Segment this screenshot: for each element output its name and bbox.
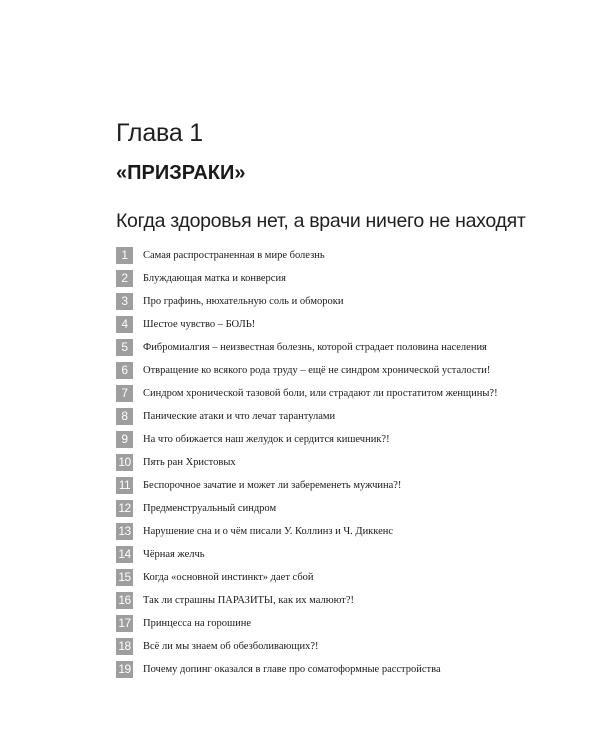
section-title: Когда здоровья нет, а врачи ничего не находят bbox=[116, 210, 526, 232]
toc-item-title: Шестое чувство – БОЛЬ! bbox=[143, 319, 256, 330]
toc-item-title: Самая распространенная в мире болезнь bbox=[143, 250, 325, 261]
toc-item-4[interactable] bbox=[116, 313, 556, 336]
toc-item-title: Синдром хронической тазовой боли, или страдают ли простатитом женщины?! bbox=[143, 388, 498, 399]
toc-item-6[interactable] bbox=[116, 359, 556, 382]
toc-item-title: Пять ран Христовых bbox=[143, 457, 236, 468]
toc-item-title: На что обижается наш желудок и сердится кишечник?! bbox=[143, 434, 390, 445]
toc-number-badge: 2 bbox=[116, 270, 133, 287]
table-of-contents bbox=[116, 244, 556, 681]
toc-item-7[interactable] bbox=[116, 382, 556, 405]
toc-item-title: Панические атаки и что лечат тарантулами bbox=[143, 411, 336, 422]
toc-item-15[interactable] bbox=[116, 566, 556, 589]
chapter-title: «ПРИЗРАКИ» bbox=[116, 162, 246, 184]
toc-item-title: Фибромиалгия – неизвестная болезнь, которой страдает половина населения bbox=[143, 342, 487, 353]
toc-number-badge: 7 bbox=[116, 385, 133, 402]
toc-number-badge: 19 bbox=[116, 661, 133, 678]
toc-number-badge: 11 bbox=[116, 477, 133, 494]
toc-item-title: Блуждающая матка и конверсия bbox=[143, 273, 286, 284]
toc-item-14[interactable] bbox=[116, 543, 556, 566]
toc-item-12[interactable] bbox=[116, 497, 556, 520]
toc-item-5[interactable] bbox=[116, 336, 556, 359]
toc-number-badge: 13 bbox=[116, 523, 133, 540]
toc-item-17[interactable] bbox=[116, 612, 556, 635]
toc-number-badge: 17 bbox=[116, 615, 133, 632]
toc-item-title: Про графинь, нюхательную соль и обмороки bbox=[143, 296, 344, 307]
toc-number-badge: 3 bbox=[116, 293, 133, 310]
toc-item-3[interactable] bbox=[116, 290, 556, 313]
toc-item-9[interactable] bbox=[116, 428, 556, 451]
toc-item-title: Всё ли мы знаем об обезболивающих?! bbox=[143, 641, 319, 652]
toc-item-title: Так ли страшны ПАРАЗИТЫ, как их малюют?! bbox=[143, 595, 355, 606]
toc-item-title: Беспорочное зачатие и может ли забеременеть мужчина?! bbox=[143, 480, 402, 491]
toc-number-badge: 12 bbox=[116, 500, 133, 517]
toc-item-title: Почему допинг оказался в главе про соматоформные расстройства bbox=[143, 664, 441, 675]
toc-item-19[interactable] bbox=[116, 658, 556, 681]
toc-number-badge: 4 bbox=[116, 316, 133, 333]
toc-item-2[interactable] bbox=[116, 267, 556, 290]
toc-item-11[interactable] bbox=[116, 474, 556, 497]
chapter-label: Глава 1 bbox=[116, 119, 203, 147]
toc-number-badge: 1 bbox=[116, 247, 133, 264]
toc-item-10[interactable] bbox=[116, 451, 556, 474]
toc-item-title: Нарушение сна и о чём писали У. Коллинз и Ч. Диккенс bbox=[143, 526, 394, 537]
toc-item-8[interactable] bbox=[116, 405, 556, 428]
toc-number-badge: 18 bbox=[116, 638, 133, 655]
toc-number-badge: 6 bbox=[116, 362, 133, 379]
toc-number-badge: 14 bbox=[116, 546, 133, 563]
toc-number-badge: 15 bbox=[116, 569, 133, 586]
toc-item-1[interactable] bbox=[116, 244, 556, 267]
toc-item-title: Отвращение ко всякого рода труду – ещё не синдром хронической усталости! bbox=[143, 365, 491, 376]
toc-number-badge: 5 bbox=[116, 339, 133, 356]
toc-item-title: Принцесса на горошине bbox=[143, 618, 252, 629]
toc-number-badge: 16 bbox=[116, 592, 133, 609]
toc-item-title: Предменструальный синдром bbox=[143, 503, 277, 514]
toc-number-badge: 10 bbox=[116, 454, 133, 471]
toc-number-badge: 8 bbox=[116, 408, 133, 425]
toc-item-title: Когда «основной инстинкт» дает сбой bbox=[143, 572, 314, 583]
toc-item-18[interactable] bbox=[116, 635, 556, 658]
toc-item-title: Чёрная желчь bbox=[143, 549, 205, 560]
toc-number-badge: 9 bbox=[116, 431, 133, 448]
toc-item-13[interactable] bbox=[116, 520, 556, 543]
toc-item-16[interactable] bbox=[116, 589, 556, 612]
